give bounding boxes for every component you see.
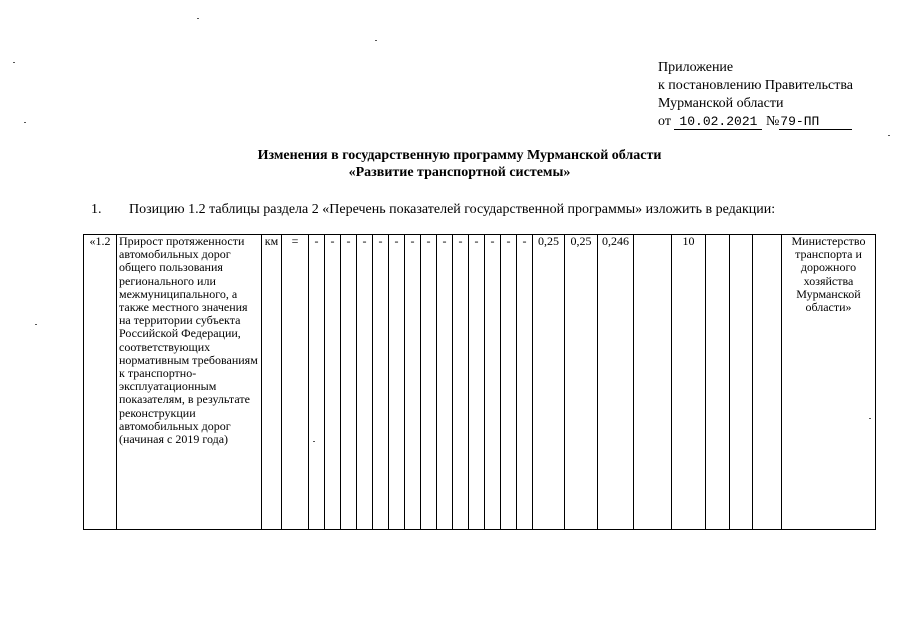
table-cell: - [485, 235, 501, 530]
table-cell [706, 235, 730, 530]
table-cell [753, 235, 782, 530]
table-cell: - [405, 235, 421, 530]
table-row [84, 235, 876, 530]
table-cell: - [325, 235, 341, 530]
indicator-name: Прирост протяженности автомобильных дорог общего пользования регионального или межмуниципального, а также местного значения на территории субъекта Российской Федерации, соответствующих нормативным требованиям к транспортно-эксплуатационным показателям, в результате реконструкции автомобильных дорог (начиная с 2019 года) [117, 235, 262, 530]
amendment-paragraph [91, 201, 775, 218]
table-cell: - [517, 235, 533, 530]
scan-speck [13, 62, 15, 63]
value-cell: 0,246 [598, 235, 634, 530]
responsible-executor: Министерство транспорта и дорожного хозяйства Мурманской области» [782, 235, 876, 530]
unit-cell: км [262, 235, 282, 530]
appendix-from-label: от [658, 114, 671, 129]
scan-speck [375, 40, 377, 41]
appendix-date-line [658, 113, 853, 131]
paragraph-number: 1. [91, 202, 102, 217]
table-cell: - [341, 235, 357, 530]
table-cell: - [309, 235, 325, 530]
document-title-line-1: Изменения в государственную программу Мурманской области [257, 148, 662, 163]
table-cell: - [453, 235, 469, 530]
scan-speck [869, 418, 871, 419]
scan-speck [24, 122, 26, 123]
table-cell: - [501, 235, 517, 530]
scan-speck [888, 135, 890, 136]
table-cell: = [282, 235, 309, 530]
appendix-header [658, 59, 853, 131]
document-title-line-2: «Развитие транспортной системы» [348, 165, 571, 180]
table-cell [730, 235, 753, 530]
appendix-title: Приложение [658, 60, 734, 75]
document-title [0, 147, 905, 181]
appendix-number-sign: № [765, 114, 780, 129]
table-cell: - [437, 235, 453, 530]
table-cell: - [357, 235, 373, 530]
appendix-resolution: к постановлению Правительства [658, 78, 854, 93]
appendix-number: 79-ПП [779, 114, 852, 130]
appendix-date: 10.02.2021 [674, 114, 762, 130]
scan-speck [197, 18, 199, 19]
table-cell: - [469, 235, 485, 530]
row-number: «1.2 [84, 235, 117, 530]
paragraph-text: Позицию 1.2 таблицы раздела 2 «Перечень показателей государственной программы» изложить в редакции: [129, 202, 776, 217]
value-cell [634, 235, 672, 530]
scan-speck [35, 324, 37, 325]
value-cell: 0,25 [533, 235, 565, 530]
appendix-region: Мурманской области [658, 96, 784, 111]
value-cell: 0,25 [565, 235, 598, 530]
table-cell: - [421, 235, 437, 530]
table-cell: - [389, 235, 405, 530]
indicator-table [83, 234, 876, 530]
scan-speck [313, 441, 315, 442]
table-cell: - [373, 235, 389, 530]
value-cell: 10 [672, 235, 706, 530]
